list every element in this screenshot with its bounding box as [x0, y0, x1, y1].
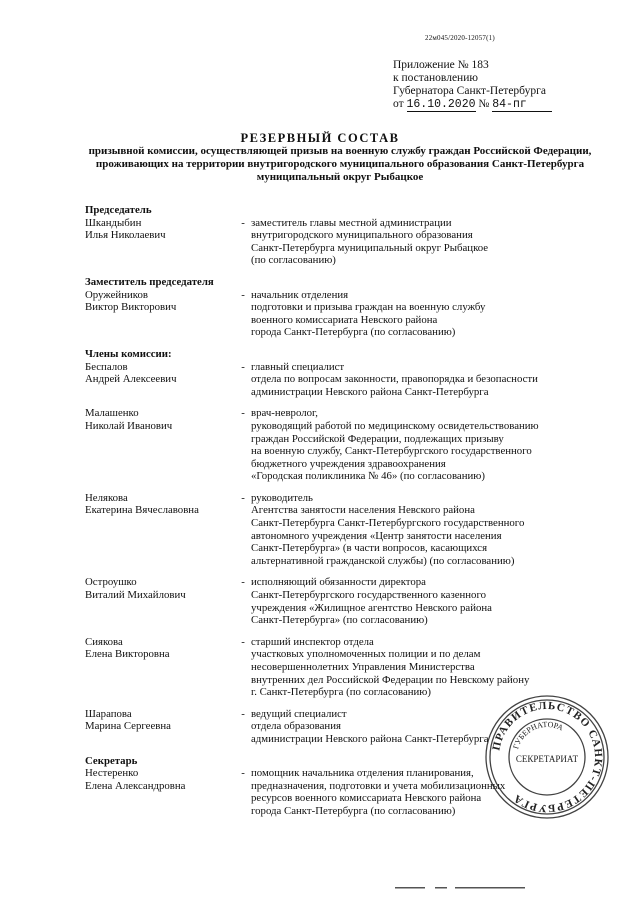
dash-separator: - [241, 635, 245, 648]
dash-spacer [235, 504, 251, 517]
member-description-line: несовершеннолетних Управления Министерства [251, 661, 475, 673]
name-spacer [85, 542, 235, 555]
name-spacer [85, 314, 235, 327]
document-subtitle: призывной комиссии, осуществляющей призыв на военную службу граждан Российской Федерации, проживающих на территории внутригородского муниципального образования Санкт-Петербурга муниципальный округ Рыбацкое [88, 145, 592, 183]
dash-separator: - [241, 767, 245, 780]
member-given-name: Екатерина Вячеславовна [85, 504, 199, 517]
member-row [85, 458, 605, 471]
dash-separator: - [241, 407, 245, 420]
appendix-date-line [393, 98, 552, 112]
name-spacer [85, 517, 235, 530]
member-description-line: участковых уполномоченных полиции и по делам [251, 648, 481, 661]
dash-spacer [235, 445, 251, 458]
member-gap [85, 267, 605, 276]
member-description-line: на военную службу, Санкт-Петербургского государственного [251, 445, 532, 458]
name-spacer [85, 661, 235, 674]
member-given-name: Елена Викторовна [85, 648, 170, 661]
section-role: Секретарь [85, 754, 138, 767]
member-description-line: города Санкт-Петербурга (по согласованию) [251, 326, 456, 339]
date-prefix: от [393, 98, 404, 110]
member-row [85, 648, 605, 661]
stamp-center-text: СЕКРЕТАРИАТ [515, 754, 579, 764]
member-row [85, 407, 605, 420]
member-description-line: предназначения, подготовки и учета мобилизационных [251, 779, 506, 792]
member-gap [85, 627, 605, 636]
section-role: Члены комиссии: [85, 347, 172, 360]
member-description-line: автономного учреждения «Центр занятости населения [251, 529, 502, 542]
name-spacer [85, 326, 235, 339]
date-value: 16.10.2020 [406, 98, 476, 111]
appendix-line-3: Губернатора Санкт-Петербурга [393, 85, 546, 97]
member-description-line: г. Санкт-Петербурга (по согласованию) [251, 686, 431, 699]
member-given-name: Андрей Алексеевич [85, 373, 177, 386]
member-row [85, 433, 605, 446]
member-row [85, 661, 605, 674]
dash-spacer [235, 458, 251, 471]
member-row [85, 326, 605, 339]
dash-spacer [235, 420, 251, 433]
member-description-line: Санкт-Петербурга» (в части вопросов, касающихся [251, 542, 488, 555]
member-description-line: военного комиссариата Невского района [251, 313, 438, 326]
bottom-mark [395, 886, 535, 890]
member-description-line: Санкт-Петербурга муниципальный округ Рыбацкое [251, 241, 489, 254]
member-row [85, 373, 605, 386]
member-description-line: учреждения «Жилищное агентство Невского района [251, 601, 492, 614]
member-surname: Малашенко [85, 407, 139, 420]
member-description-line: внутренних дел Российской Федерации по Невскому району [251, 673, 530, 686]
member-description-line: помощник начальника отделения планирования, [251, 767, 474, 780]
member-row [85, 492, 605, 505]
member-row [85, 361, 605, 374]
name-spacer [85, 530, 235, 543]
member-gap [85, 339, 605, 348]
dash-spacer [235, 555, 251, 568]
appendix-block [393, 59, 552, 112]
member-row [85, 602, 605, 615]
member-row [85, 386, 605, 399]
stamp-ring-text: ПРАВИТЕЛЬСТВО САНКТ-ПЕТЕРБУРГА [490, 699, 605, 815]
member-description-line: врач-невролог, [251, 407, 318, 420]
dash-separator: - [241, 707, 245, 720]
dash-spacer [235, 589, 251, 602]
dash-separator: - [241, 491, 245, 504]
member-description-line: ведущий специалист [251, 707, 347, 720]
name-spacer [85, 733, 235, 746]
member-description-line: Агентства занятости населения Невского района [251, 504, 475, 517]
name-spacer [85, 805, 235, 818]
dash-spacer [235, 314, 251, 327]
member-description-line: отдела по вопросам законности, правопорядка и безопасности [251, 373, 538, 386]
dash-spacer [235, 517, 251, 530]
name-spacer [85, 686, 235, 699]
member-row [85, 289, 605, 302]
dash-spacer [235, 254, 251, 267]
member-description-line: подготовки и призыва граждан на военную службу [251, 301, 486, 314]
stamp-inner-text: ГУБЕРНАТОРА [511, 719, 565, 751]
dash-spacer [235, 301, 251, 314]
name-spacer [85, 792, 235, 805]
member-row [85, 517, 605, 530]
appendix-line-1: Приложение № 183 [393, 59, 489, 71]
member-row [85, 301, 605, 314]
section-role: Председатель [85, 204, 152, 216]
dash-spacer [235, 674, 251, 687]
member-row [85, 555, 605, 568]
member-row [85, 242, 605, 255]
dash-spacer [235, 661, 251, 674]
dash-separator: - [241, 216, 245, 229]
member-description-line: начальник отделения [251, 288, 349, 301]
dash-spacer [235, 614, 251, 627]
member-description-line: города Санкт-Петербурга (по согласованию) [251, 804, 456, 817]
name-spacer [85, 614, 235, 627]
member-row [85, 445, 605, 458]
member-surname: Шарапова [85, 707, 132, 720]
member-gap [85, 483, 605, 492]
member-description-line: внутригородского муниципального образования [251, 229, 473, 242]
member-description-line: «Городская поликлиника № 46» (по согласованию) [251, 470, 485, 483]
member-description-line: Санкт-Петербурга» (по согласованию) [251, 614, 428, 627]
dash-spacer [235, 433, 251, 446]
dash-spacer [235, 373, 251, 386]
member-surname: Беспалов [85, 360, 128, 373]
name-spacer [85, 242, 235, 255]
member-description-line: граждан Российской Федерации, подлежащих призыву [251, 432, 504, 445]
name-spacer [85, 386, 235, 399]
member-row [85, 576, 605, 589]
member-surname: Сиякова [85, 635, 123, 648]
dash-spacer [235, 780, 251, 793]
dash-spacer [235, 686, 251, 699]
member-surname: Нелякова [85, 491, 128, 504]
member-surname: Оружейников [85, 288, 148, 301]
member-surname: Шкандыбин [85, 216, 142, 229]
dash-spacer [235, 805, 251, 818]
dash-spacer [235, 229, 251, 242]
member-description-line: бюджетного учреждения здравоохранения [251, 457, 446, 470]
member-row [85, 229, 605, 242]
member-given-name: Елена Александровна [85, 779, 186, 792]
dash-spacer [235, 386, 251, 399]
name-spacer [85, 602, 235, 615]
member-description-line: исполняющий обязанности директора [251, 576, 426, 589]
dash-spacer [235, 242, 251, 255]
dash-spacer [235, 720, 251, 733]
name-spacer [85, 458, 235, 471]
dash-spacer [235, 530, 251, 543]
member-description-line: Санкт-Петербурга Санкт-Петербургского государственного [251, 517, 525, 530]
member-description-line: (по согласованию) [251, 254, 336, 267]
dash-spacer [235, 470, 251, 483]
member-row [85, 636, 605, 649]
appendix-line-2: к постановлению [393, 72, 478, 84]
member-description-line: старший инспектор отдела [251, 635, 374, 648]
member-description-line: ресурсов военного комиссариата Невского района [251, 792, 482, 805]
member-given-name: Виталий Михайлович [85, 589, 186, 602]
member-description-line: администрации Невского района Санкт-Петербурга [251, 732, 489, 745]
dash-spacer [235, 542, 251, 555]
member-row [85, 530, 605, 543]
member-gap [85, 398, 605, 407]
name-spacer [85, 674, 235, 687]
member-description-line: отдела образования [251, 720, 341, 733]
section-role: Заместитель председателя [85, 275, 214, 288]
svg-text:ГУБЕРНАТОРА [511, 720, 565, 750]
member-row [85, 470, 605, 483]
dash-spacer [235, 733, 251, 746]
member-surname: Остроушко [85, 576, 137, 589]
name-spacer [85, 445, 235, 458]
dash-spacer [235, 602, 251, 615]
document-title: РЕЗЕРВНЫЙ СОСТАВ [240, 131, 400, 145]
number-prefix: № [478, 98, 490, 110]
member-row [85, 217, 605, 230]
member-row [85, 504, 605, 517]
member-given-name: Николай Иванович [85, 419, 173, 432]
member-description-line: администрации Невского района Санкт-Петербурга [251, 385, 489, 398]
dash-spacer [235, 326, 251, 339]
member-description-line: руководитель [251, 491, 313, 504]
member-given-name: Марина Сергеевна [85, 720, 171, 733]
member-description-line: главный специалист [251, 360, 345, 373]
name-spacer [85, 433, 235, 446]
dash-separator: - [241, 576, 245, 589]
member-row [85, 254, 605, 267]
member-description-line: заместитель главы местной администрации [251, 216, 452, 229]
member-given-name: Виктор Викторович [85, 301, 177, 314]
member-gap [85, 567, 605, 576]
member-description-line: руководящий работой по медицинскому освидетельствованию [251, 419, 539, 432]
member-row [85, 420, 605, 433]
dash-separator: - [241, 288, 245, 301]
member-row [85, 589, 605, 602]
member-surname: Нестеренко [85, 767, 139, 780]
member-description-line: альтернативной гражданской службы) (по согласованию) [251, 554, 515, 567]
dash-spacer [235, 648, 251, 661]
number-value: 84-пг [492, 98, 552, 112]
official-seal-stamp [482, 692, 612, 822]
member-row [85, 674, 605, 687]
member-row [85, 314, 605, 327]
name-spacer [85, 470, 235, 483]
member-description-line: Санкт-Петербургского государственного казенного [251, 589, 487, 602]
name-spacer [85, 555, 235, 568]
name-spacer [85, 254, 235, 267]
dash-separator: - [241, 360, 245, 373]
document-number: 22м045/2020-12057(1) [425, 34, 495, 42]
member-given-name: Илья Николаевич [85, 229, 166, 242]
dash-spacer [235, 792, 251, 805]
member-row [85, 614, 605, 627]
member-row [85, 542, 605, 555]
